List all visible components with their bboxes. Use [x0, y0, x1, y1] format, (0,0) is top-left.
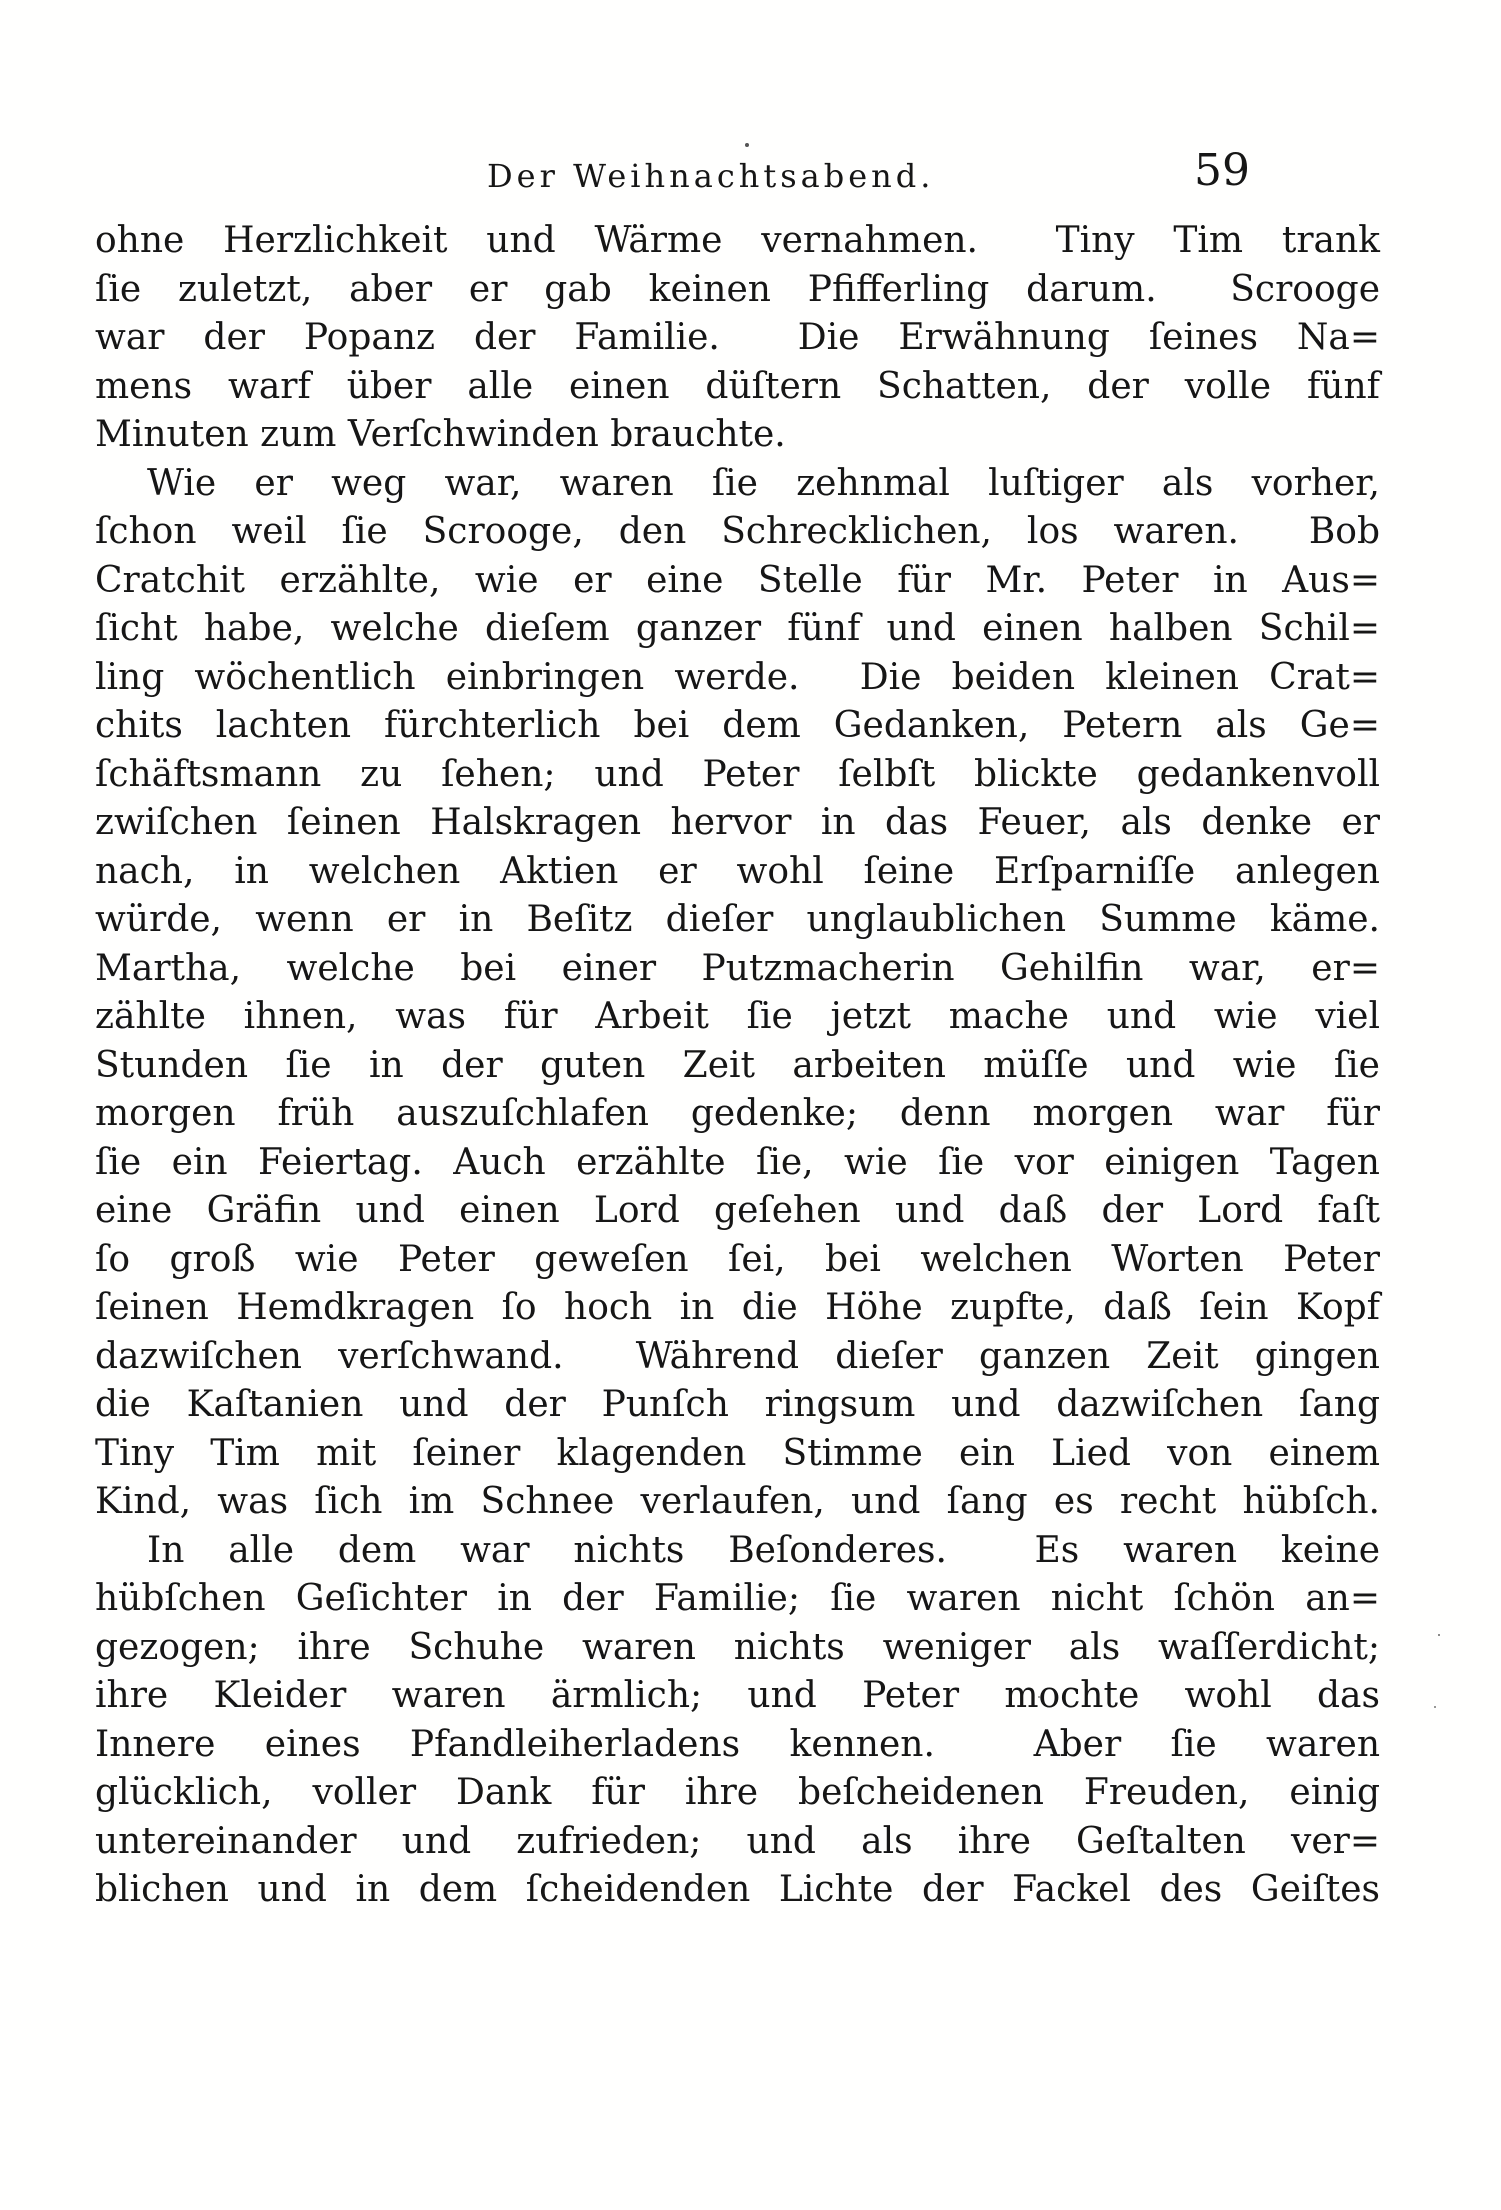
body-text-block: [95, 217, 1380, 1915]
text-line: nach, in welchen Aktien er wohl ſeine Erſparniſſe anlegen: [95, 850, 1380, 892]
text-line: Martha, welche bei einer Putzmacherin Gehilfin war, er=: [95, 947, 1380, 989]
text-line: mens warf über alle einen düſtern Schatten, der volle fünf: [95, 365, 1380, 407]
text-line: ling wöchentlich einbringen werde. Die beiden kleinen Crat=: [95, 656, 1380, 698]
text-line: ſicht habe, welche dieſem ganzer fünf und einen halben Schil=: [95, 608, 1380, 649]
text-line: ſie zuletzt, aber er gab keinen Pfifferling darum. Scrooge: [95, 268, 1380, 310]
page-number: 59: [1194, 145, 1250, 196]
text-line: Wie er weg war, waren ſie zehnmal luſtiger als vorher,: [147, 462, 1380, 504]
text-line: dazwiſchen verſchwand. Während dieſer ganzen Zeit gingen: [95, 1335, 1380, 1377]
text-line: Tiny Tim mit ſeiner klagenden Stimme ein Lied von einem: [95, 1432, 1380, 1474]
text-line: die Kaſtanien und der Punſch ringsum und dazwiſchen ſang: [95, 1384, 1380, 1425]
text-line: blichen und in dem ſcheidenden Lichte der Fackel des Geiſtes: [95, 1869, 1380, 1910]
text-line: zwiſchen ſeinen Halskragen hervor in das Feuer, als denke er: [95, 802, 1380, 843]
text-line: ihre Kleider waren ärmlich; und Peter mochte wohl das: [95, 1675, 1380, 1716]
running-title: Der Weihnachtsabend.: [487, 157, 935, 195]
text-line: zählte ihnen, was für Arbeit ſie jetzt mache und wie viel: [95, 996, 1380, 1037]
text-line: würde, wenn er in Beſitz dieſer unglaublichen Summe käme.: [95, 899, 1380, 940]
text-line: ſo groß wie Peter geweſen ſei, bei welchen Worten Peter: [95, 1238, 1380, 1280]
text-line: ohne Herzlichkeit und Wärme vernahmen. Tiny Tim trank: [95, 220, 1380, 261]
text-line: Minuten zum Verſchwinden brauchte.: [95, 414, 786, 455]
text-line: untereinander und zufrieden; und als ihre Geſtalten ver=: [95, 1820, 1380, 1862]
text-line: hübſchen Geſichter in der Familie; ſie waren nicht ſchön an=: [95, 1578, 1380, 1619]
text-line: war der Popanz der Familie. Die Erwähnung ſeines Na=: [95, 317, 1380, 358]
scan-speckles: [745, 143, 749, 147]
text-line: eine Gräfin und einen Lord geſehen und daß der Lord faſt: [95, 1190, 1380, 1231]
text-line: chits lachten fürchterlich bei dem Gedanken, Petern als Ge=: [95, 705, 1380, 746]
text-line: glücklich, voller Dank für ihre beſcheidenen Freuden, einig: [95, 1772, 1380, 1813]
text-line: ſie ein Feiertag. Auch erzählte ſie, wie ſie vor einigen Tagen: [95, 1141, 1380, 1183]
text-line: Kind, was ſich im Schnee verlaufen, und ſang es recht hübſch.: [95, 1481, 1380, 1522]
text-line: In alle dem war nichts Beſonderes. Es waren keine: [147, 1529, 1380, 1571]
text-line: gezogen; ihre Schuhe waren nichts weniger als waſſerdicht;: [95, 1626, 1380, 1668]
text-line: Stunden ſie in der guten Zeit arbeiten müſſe und wie ſie: [95, 1044, 1380, 1086]
text-line: Innere eines Pfandleiherladens kennen. Aber ſie waren: [95, 1723, 1380, 1765]
text-line: morgen früh auszuſchlafen gedenke; denn morgen war für: [95, 1093, 1380, 1134]
running-header: [0, 0, 1501, 210]
text-line: ſchon weil ſie Scrooge, den Schrecklichen, los waren. Bob: [95, 511, 1380, 552]
text-line: ſeinen Hemdkragen ſo hoch in die Höhe zupfte, daß ſein Kopf: [95, 1287, 1380, 1328]
text-line: Cratchit erzählte, wie er eine Stelle für Mr. Peter in Aus=: [95, 559, 1380, 601]
text-line: ſchäftsmann zu ſehen; und Peter ſelbſt blickte gedankenvoll: [95, 753, 1380, 795]
